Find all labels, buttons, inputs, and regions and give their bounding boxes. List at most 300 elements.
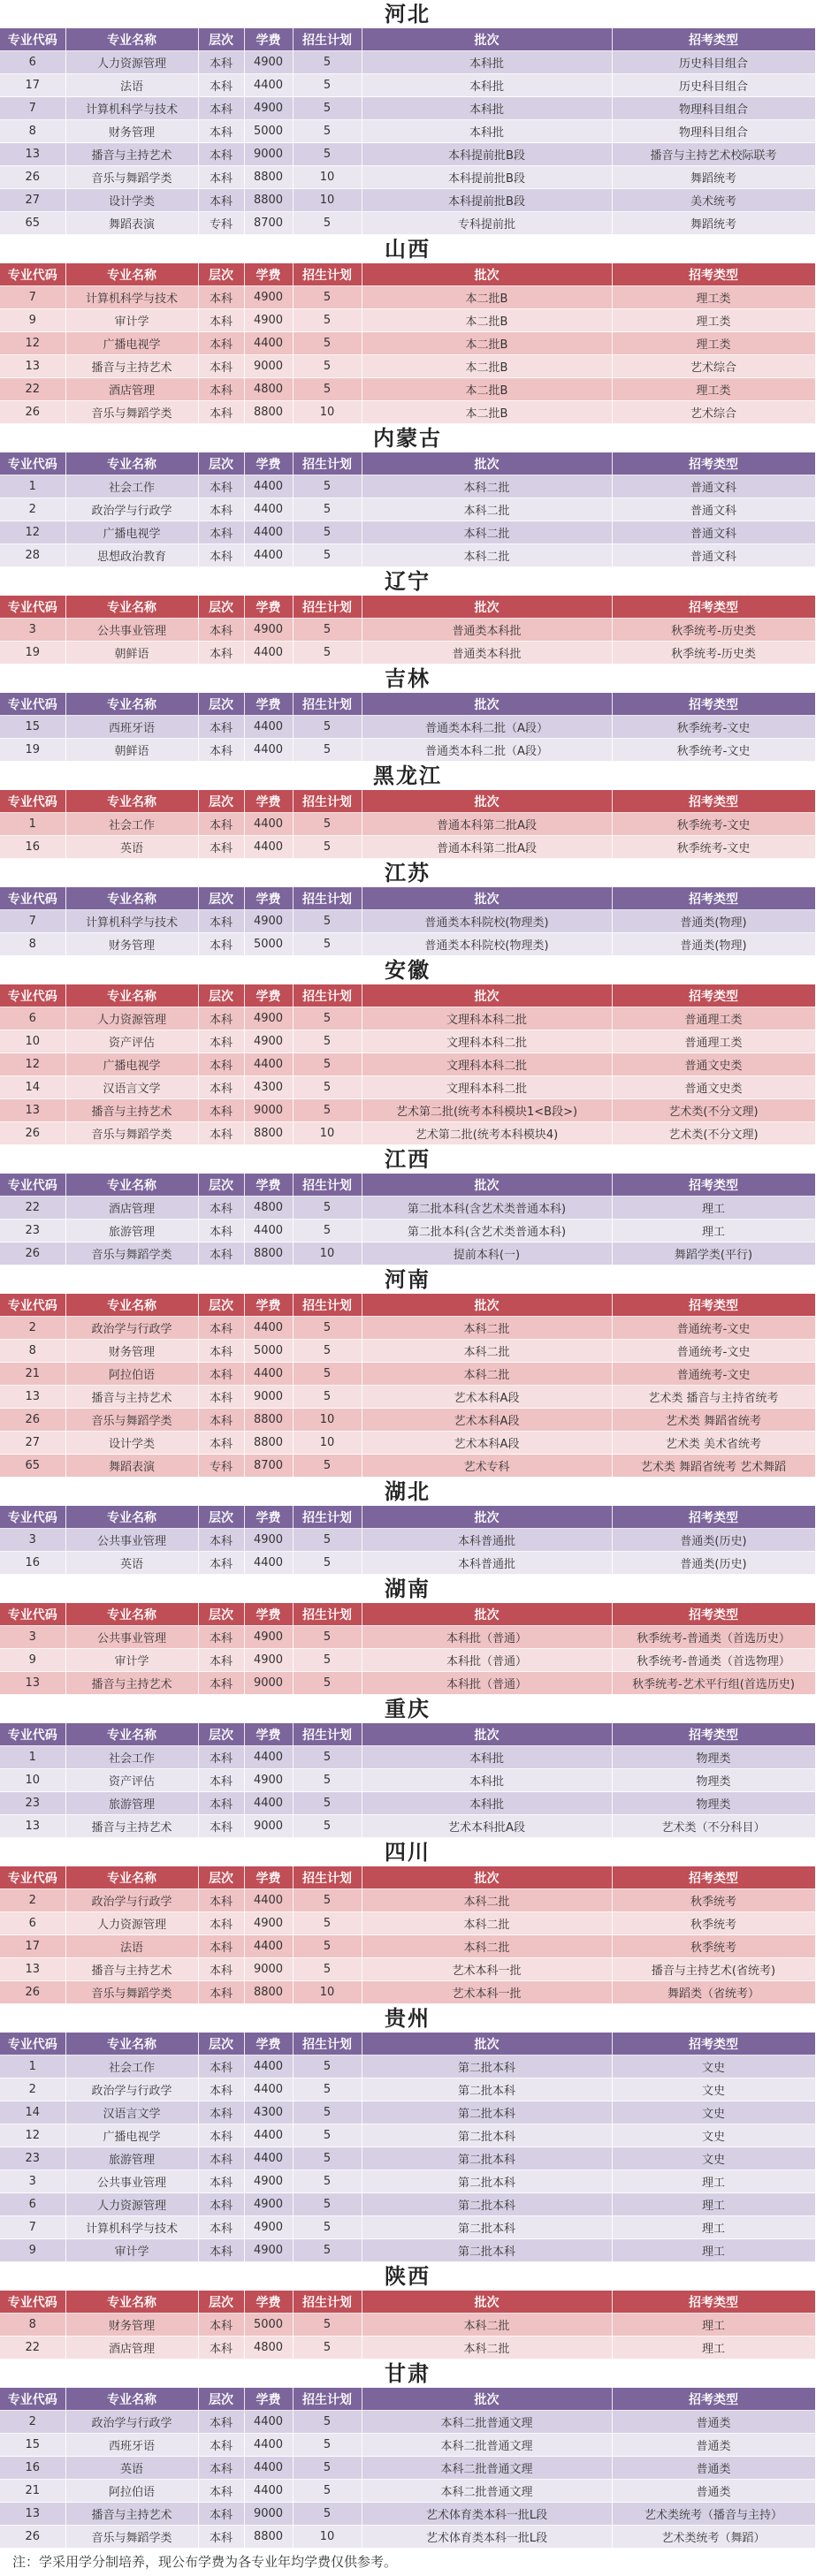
column-header: 学费	[244, 596, 293, 619]
table-cell: 政治学与行政学	[65, 2078, 198, 2101]
table-cell: 艺术类（不分科目）	[612, 1815, 815, 1838]
table-cell: 本科二批	[362, 2314, 612, 2337]
table-cell: 8	[0, 120, 65, 143]
table-cell: 本科	[198, 51, 244, 74]
table-row	[0, 910, 815, 933]
column-header: 专业代码	[0, 1506, 65, 1529]
table-row	[0, 1552, 815, 1575]
table-row	[0, 498, 815, 521]
table-cell: 5	[293, 1363, 362, 1386]
table-cell: 朝鲜语	[65, 642, 198, 665]
table-cell: 5	[293, 355, 362, 378]
table-cell: 5	[293, 2055, 362, 2078]
table-cell: 19	[0, 739, 65, 762]
table-cell: 本科	[198, 1242, 244, 1265]
table-cell: 4900	[244, 2170, 293, 2193]
table-row	[0, 1220, 815, 1242]
table-cell: 8800	[244, 1409, 293, 1432]
table-cell: 审计学	[65, 1649, 198, 1672]
table-cell: 艺术本科A段	[362, 1386, 612, 1409]
table-cell: 5	[293, 813, 362, 836]
table-cell: 4900	[244, 1529, 293, 1552]
table-cell: 4900	[244, 286, 293, 309]
table-cell: 普通类本科批	[362, 642, 612, 665]
table-cell: 文理科本科二批	[362, 1030, 612, 1053]
table-cell: 文史	[612, 2147, 815, 2170]
table-cell: 13	[0, 1099, 65, 1122]
table-header-row	[0, 452, 815, 475]
table-cell: 普通文史类	[612, 1076, 815, 1099]
table-cell: 5	[293, 2193, 362, 2216]
table-row	[0, 1769, 815, 1792]
table-cell: 理工	[612, 2314, 815, 2337]
table-cell: 本科	[198, 1792, 244, 1815]
table-cell: 旅游管理	[65, 1792, 198, 1815]
table-cell: 本科	[198, 2055, 244, 2078]
table-row	[0, 1815, 815, 1838]
column-header: 批次	[362, 2291, 612, 2314]
table-cell: 5	[293, 836, 362, 859]
table-header-row	[0, 28, 815, 51]
table-cell: 普通类(历史)	[612, 1552, 815, 1575]
table-row	[0, 2411, 815, 2434]
table-cell: 10	[293, 2526, 362, 2549]
table-cell: 第二批本科	[362, 2216, 612, 2239]
column-header: 专业名称	[65, 1866, 198, 1889]
table-cell: 5	[293, 2337, 362, 2359]
table-cell: 设计学类	[65, 1432, 198, 1455]
table-cell: 本科二批	[362, 1912, 612, 1935]
table-row	[0, 1981, 815, 2004]
table-cell: 本二批B	[362, 309, 612, 332]
table-cell: 4400	[244, 1552, 293, 1575]
table-cell: 4900	[244, 2193, 293, 2216]
table-cell: 13	[0, 1958, 65, 1981]
table-row	[0, 1792, 815, 1815]
province-title: 辽宁	[385, 569, 431, 594]
column-header: 专业名称	[65, 1294, 198, 1317]
table-cell: 文史	[612, 2124, 815, 2147]
column-header: 招生计划	[293, 1603, 362, 1626]
table-cell: 3	[0, 619, 65, 642]
province-section	[0, 0, 815, 235]
table-cell: 4300	[244, 2101, 293, 2124]
table-cell: 普通统考-文史	[612, 1340, 815, 1363]
column-header: 学费	[244, 28, 293, 51]
table-cell: 舞蹈统考	[612, 166, 815, 189]
table-cell: 艺术类 舞蹈省统考 艺术舞蹈	[612, 1455, 815, 1478]
table-row	[0, 1746, 815, 1769]
table-row	[0, 1197, 815, 1220]
table-cell: 本科二批	[362, 1317, 612, 1340]
table-cell: 政治学与行政学	[65, 1889, 198, 1912]
table-header-row	[0, 1174, 815, 1197]
table-cell: 社会工作	[65, 475, 198, 498]
table-cell: 艺术类(不分文理)	[612, 1099, 815, 1122]
table-cell: 播音与主持艺术	[65, 1672, 198, 1695]
table-cell: 社会工作	[65, 2055, 198, 2078]
table-cell: 5	[293, 2078, 362, 2101]
table-cell: 4400	[244, 475, 293, 498]
table-cell: 本科	[198, 1981, 244, 2004]
table-cell: 普通本科第二批A段	[362, 836, 612, 859]
admission-table	[0, 790, 816, 859]
table-cell: 物理科目组合	[612, 120, 815, 143]
table-row	[0, 2216, 815, 2239]
table-header-row	[0, 596, 815, 619]
table-cell: 广播电视学	[65, 521, 198, 544]
table-row	[0, 1340, 815, 1363]
table-cell: 本科二批	[362, 1340, 612, 1363]
table-row	[0, 2193, 815, 2216]
table-cell: 艺术类 美术省统考	[612, 1432, 815, 1455]
table-cell: 普通类	[612, 2434, 815, 2457]
table-cell: 本科	[198, 1552, 244, 1575]
table-cell: 本科二批	[362, 1889, 612, 1912]
table-row	[0, 933, 815, 956]
table-cell: 5	[293, 2170, 362, 2193]
table-cell: 音乐与舞蹈学类	[65, 1242, 198, 1265]
column-header: 招考类型	[612, 28, 815, 51]
table-cell: 普通统考-文史	[612, 1317, 815, 1340]
table-cell: 舞蹈学类(平行)	[612, 1242, 815, 1265]
table-cell: 5	[293, 1815, 362, 1838]
province-section	[0, 1265, 815, 1478]
table-cell: 4400	[244, 2124, 293, 2147]
table-cell: 5	[293, 933, 362, 956]
admission-table	[0, 1866, 816, 2004]
column-header: 专业代码	[0, 1723, 65, 1746]
column-header: 招考类型	[612, 596, 815, 619]
table-cell: 4900	[244, 309, 293, 332]
table-row	[0, 1432, 815, 1455]
table-cell: 第二批本科	[362, 2147, 612, 2170]
table-cell: 27	[0, 189, 65, 212]
table-cell: 8700	[244, 212, 293, 235]
column-header: 层次	[198, 1723, 244, 1746]
table-cell: 公共事业管理	[65, 1529, 198, 1552]
table-cell: 文理科本科二批	[362, 1007, 612, 1030]
column-header: 批次	[362, 1603, 612, 1626]
table-row	[0, 120, 815, 143]
table-row	[0, 813, 815, 836]
table-cell: 普通类本科院校(物理类)	[362, 910, 612, 933]
table-cell: 普通理工类	[612, 1030, 815, 1053]
column-header: 招考类型	[612, 887, 815, 910]
table-cell: 本科	[198, 1958, 244, 1981]
table-cell: 1	[0, 2055, 65, 2078]
table-cell: 5	[293, 544, 362, 567]
table-cell: 4400	[244, 1935, 293, 1958]
table-row	[0, 2480, 815, 2503]
table-cell: 文史	[612, 2055, 815, 2078]
table-row	[0, 475, 815, 498]
column-header: 招考类型	[612, 1506, 815, 1529]
table-cell: 4400	[244, 2457, 293, 2480]
table-cell: 4400	[244, 716, 293, 739]
table-cell: 9000	[244, 1958, 293, 1981]
column-header: 专业名称	[65, 1506, 198, 1529]
column-header: 专业名称	[65, 452, 198, 475]
table-cell: 播音与主持艺术	[65, 1099, 198, 1122]
table-cell: 9000	[244, 1099, 293, 1122]
table-cell: 6	[0, 51, 65, 74]
column-header: 批次	[362, 2033, 612, 2055]
table-cell: 5000	[244, 2314, 293, 2337]
table-cell: 财务管理	[65, 120, 198, 143]
table-row	[0, 166, 815, 189]
table-cell: 1	[0, 1746, 65, 1769]
table-cell: 26	[0, 166, 65, 189]
table-cell: 普通文史类	[612, 1053, 815, 1076]
table-cell: 普通本科第二批A段	[362, 813, 612, 836]
admission-table	[0, 263, 816, 424]
table-row	[0, 2457, 815, 2480]
table-cell: 艺术类统考（播音与主持）	[612, 2503, 815, 2526]
table-row	[0, 1122, 815, 1145]
table-cell: 4900	[244, 1030, 293, 1053]
table-cell: 阿拉伯语	[65, 1363, 198, 1386]
table-row	[0, 1030, 815, 1053]
column-header: 批次	[362, 1506, 612, 1529]
column-header: 学费	[244, 1723, 293, 1746]
table-cell: 普通文科	[612, 521, 815, 544]
table-cell: 本科提前批B段	[362, 166, 612, 189]
admission-table	[0, 1174, 816, 1265]
table-header-row	[0, 263, 815, 286]
table-row	[0, 1672, 815, 1695]
table-cell: 10	[293, 166, 362, 189]
table-cell: 5	[293, 2434, 362, 2457]
table-cell: 法语	[65, 1935, 198, 1958]
table-row	[0, 1958, 815, 1981]
table-cell: 本科	[198, 189, 244, 212]
table-cell: 2	[0, 498, 65, 521]
table-cell: 本二批B	[362, 401, 612, 424]
table-cell: 舞蹈统考	[612, 212, 815, 235]
table-cell: 本科	[198, 378, 244, 401]
table-cell: 13	[0, 1386, 65, 1409]
table-cell: 4400	[244, 813, 293, 836]
column-header: 学费	[244, 887, 293, 910]
table-cell: 本科	[198, 933, 244, 956]
table-cell: 理工	[612, 2337, 815, 2359]
table-cell: 艺术综合	[612, 355, 815, 378]
province-section	[0, 1478, 815, 1575]
column-header: 层次	[198, 2388, 244, 2411]
province-title: 陕西	[385, 2264, 431, 2289]
table-cell: 9	[0, 309, 65, 332]
table-cell: 5	[293, 1317, 362, 1340]
table-cell: 5	[293, 2314, 362, 2337]
table-cell: 8	[0, 1340, 65, 1363]
province-title: 四川	[385, 1840, 431, 1865]
table-cell: 10	[293, 1242, 362, 1265]
column-header: 招考类型	[612, 790, 815, 813]
table-cell: 7	[0, 97, 65, 120]
table-row	[0, 619, 815, 642]
province-section	[0, 1838, 815, 2004]
table-cell: 本科	[198, 2526, 244, 2549]
table-cell: 本科	[198, 2314, 244, 2337]
column-header: 专业代码	[0, 1294, 65, 1317]
table-cell: 5	[293, 97, 362, 120]
column-header: 专业代码	[0, 1603, 65, 1626]
table-cell: 6	[0, 2193, 65, 2216]
table-cell: 本科二批	[362, 544, 612, 567]
table-cell: 5000	[244, 1340, 293, 1363]
table-cell: 本科二批	[362, 1935, 612, 1958]
table-cell: 普通文科	[612, 498, 815, 521]
table-cell: 英语	[65, 836, 198, 859]
table-cell: 16	[0, 1552, 65, 1575]
table-cell: 本科	[198, 1386, 244, 1409]
table-cell: 5	[293, 1099, 362, 1122]
column-header: 招生计划	[293, 2033, 362, 2055]
table-cell: 理工	[612, 2216, 815, 2239]
table-cell: 本科	[198, 1053, 244, 1076]
table-cell: 播音与主持艺术	[65, 2503, 198, 2526]
column-header: 批次	[362, 1866, 612, 1889]
admission-table	[0, 1603, 816, 1695]
table-cell: 人力资源管理	[65, 1912, 198, 1935]
table-cell: 音乐与舞蹈学类	[65, 1122, 198, 1145]
column-header: 学费	[244, 790, 293, 813]
table-cell: 5	[293, 74, 362, 97]
table-cell: 本科	[198, 1649, 244, 1672]
table-cell: 3	[0, 1626, 65, 1649]
table-cell: 艺术本科A段	[362, 1432, 612, 1455]
table-row	[0, 2170, 815, 2193]
table-cell: 26	[0, 2526, 65, 2549]
table-cell: 9000	[244, 1386, 293, 1409]
table-cell: 理工类	[612, 286, 815, 309]
table-cell: 17	[0, 1935, 65, 1958]
table-row	[0, 1242, 815, 1265]
province-title: 内蒙古	[373, 426, 442, 451]
table-cell: 本科	[198, 1769, 244, 1792]
table-cell: 本科	[198, 2101, 244, 2124]
table-cell: 第二批本科	[362, 2193, 612, 2216]
table-cell: 本科二批	[362, 475, 612, 498]
table-cell: 本科	[198, 401, 244, 424]
table-row	[0, 2337, 815, 2359]
column-header: 批次	[362, 887, 612, 910]
province-section	[0, 762, 815, 859]
table-cell: 5	[293, 51, 362, 74]
column-header: 层次	[198, 263, 244, 286]
column-header: 层次	[198, 1866, 244, 1889]
table-cell: 本科	[198, 1815, 244, 1838]
table-header-row	[0, 1723, 815, 1746]
table-cell: 22	[0, 2337, 65, 2359]
table-cell: 4400	[244, 2078, 293, 2101]
table-cell: 公共事业管理	[65, 2170, 198, 2193]
table-row	[0, 332, 815, 355]
table-cell: 本科	[198, 2170, 244, 2193]
table-cell: 物理类	[612, 1769, 815, 1792]
table-cell: 本科批（普通）	[362, 1649, 612, 1672]
column-header: 层次	[198, 1603, 244, 1626]
table-cell: 历史科目组合	[612, 51, 815, 74]
table-cell: 文史	[612, 2101, 815, 2124]
column-header: 招生计划	[293, 452, 362, 475]
table-cell: 人力资源管理	[65, 51, 198, 74]
table-cell: 5000	[244, 933, 293, 956]
table-cell: 5	[293, 2239, 362, 2262]
table-cell: 26	[0, 1242, 65, 1265]
table-row	[0, 2314, 815, 2337]
table-cell: 本科	[198, 120, 244, 143]
table-cell: 9	[0, 1649, 65, 1672]
column-header: 专业名称	[65, 1174, 198, 1197]
table-cell: 15	[0, 716, 65, 739]
table-row	[0, 1386, 815, 1409]
table-cell: 本科	[198, 619, 244, 642]
column-header: 层次	[198, 452, 244, 475]
table-cell: 设计学类	[65, 189, 198, 212]
table-header-row	[0, 2388, 815, 2411]
column-header: 招生计划	[293, 1174, 362, 1197]
table-cell: 本科	[198, 2457, 244, 2480]
table-cell: 秋季统考	[612, 1935, 815, 1958]
column-header: 学费	[244, 2388, 293, 2411]
admission-table	[0, 2033, 816, 2262]
table-cell: 秋季统考-文史	[612, 813, 815, 836]
table-cell: 16	[0, 2457, 65, 2480]
table-cell: 播音与主持艺术	[65, 1958, 198, 1981]
table-cell: 本科	[198, 97, 244, 120]
table-cell: 23	[0, 1792, 65, 1815]
column-header: 招生计划	[293, 2388, 362, 2411]
table-cell: 5	[293, 475, 362, 498]
column-header: 招考类型	[612, 1294, 815, 1317]
column-header: 专业名称	[65, 2033, 198, 2055]
table-cell: 5	[293, 1076, 362, 1099]
column-header: 招生计划	[293, 887, 362, 910]
table-cell: 艺术本科A段	[362, 1409, 612, 1432]
table-cell: 本科	[198, 1672, 244, 1695]
province-title: 河北	[385, 2, 431, 27]
table-cell: 8800	[244, 1981, 293, 2004]
table-cell: 12	[0, 1053, 65, 1076]
province-title: 甘肃	[385, 2361, 431, 2386]
table-cell: 播音与主持艺术	[65, 355, 198, 378]
table-cell: 艺术本科一批	[362, 1958, 612, 1981]
table-cell: 8800	[244, 1432, 293, 1455]
table-header-row	[0, 790, 815, 813]
table-cell: 5	[293, 910, 362, 933]
table-cell: 5	[293, 1386, 362, 1409]
table-cell: 英语	[65, 2457, 198, 2480]
table-cell: 计算机科学与技术	[65, 910, 198, 933]
table-cell: 本科二批	[362, 521, 612, 544]
table-cell: 5	[293, 1649, 362, 1672]
column-header: 专业代码	[0, 1866, 65, 1889]
table-cell: 本科	[198, 836, 244, 859]
table-cell: 本科批	[362, 51, 612, 74]
table-cell: 5	[293, 2503, 362, 2526]
table-cell: 5	[293, 716, 362, 739]
table-cell: 普通类(物理)	[612, 933, 815, 956]
column-header: 学费	[244, 1174, 293, 1197]
table-cell: 6	[0, 1007, 65, 1030]
table-cell: 秋季统考-文史	[612, 739, 815, 762]
table-cell: 本科	[198, 332, 244, 355]
column-header: 专业代码	[0, 28, 65, 51]
table-cell: 本科批	[362, 1746, 612, 1769]
column-header: 层次	[198, 28, 244, 51]
